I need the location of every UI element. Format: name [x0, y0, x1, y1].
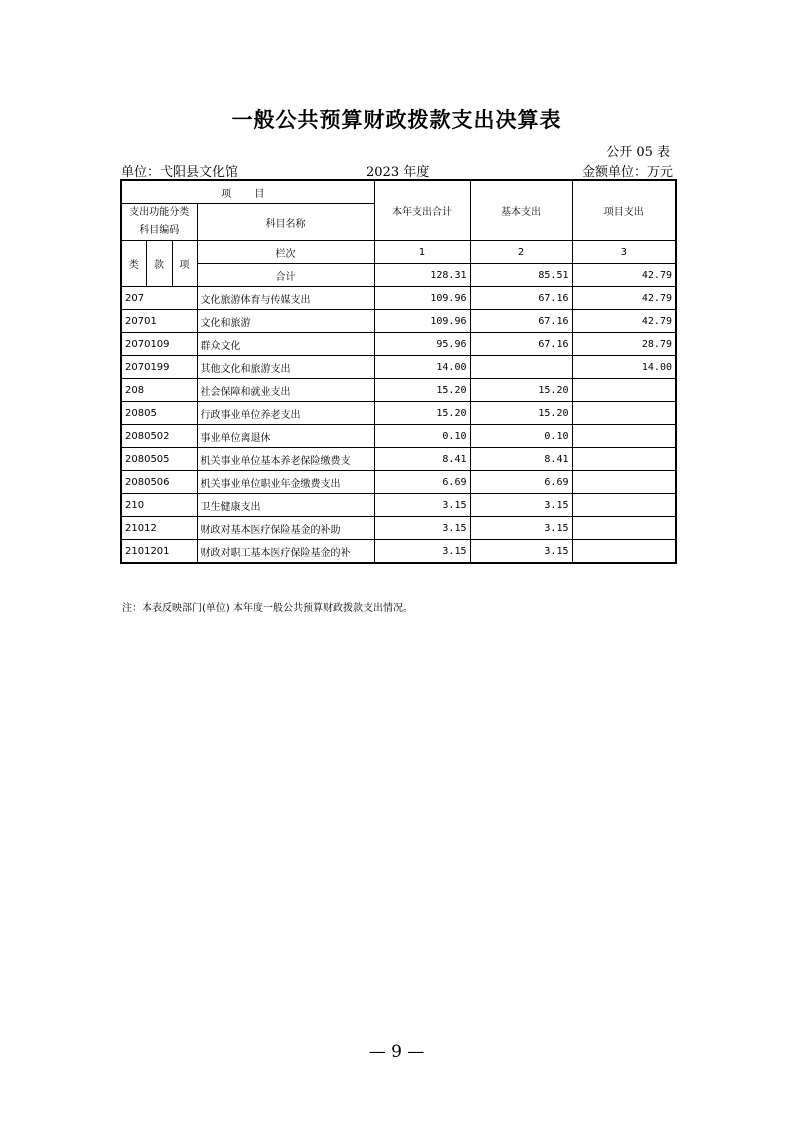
header-kuan: 款: [146, 241, 172, 287]
row-subject-name: 文化旅游体育与传媒支出: [197, 287, 374, 310]
footnote: 注：本表反映部门(单位) 本年度一般公共预算财政拨款支出情况。: [122, 603, 413, 614]
row-subject-name: 机关事业单位职业年金缴费支出: [197, 471, 374, 494]
header-func-code: 支出功能分类科目编码: [121, 204, 197, 241]
table-row: [121, 425, 676, 448]
row-project: [572, 517, 676, 540]
row-total: 15.20: [374, 402, 470, 425]
row-subject-name: 社会保障和就业支出: [197, 379, 374, 402]
row-project: [572, 425, 676, 448]
row-code: 20805: [121, 402, 197, 425]
row-total: 6.69: [374, 471, 470, 494]
row-code: 2070109: [121, 333, 197, 356]
unit-label: 单位：弋阳县文化馆: [121, 165, 239, 180]
table-row: [121, 287, 676, 310]
header-project: 项 目: [121, 180, 374, 204]
row-basic: 6.69: [470, 471, 572, 494]
row-project: [572, 540, 676, 564]
total-row: [121, 264, 676, 287]
table-row: [121, 540, 676, 564]
row-code: 208: [121, 379, 197, 402]
header-n3: 3: [572, 241, 676, 264]
row-subject-name: 行政事业单位养老支出: [197, 402, 374, 425]
row-subject-name: 财政对职工基本医疗保险基金的补: [197, 540, 374, 564]
header-row-project: [121, 180, 676, 204]
document-title: 一般公共预算财政拨款支出决算表: [231, 108, 562, 132]
header-n1: 1: [374, 241, 470, 264]
row-total: 109.96: [374, 287, 470, 310]
row-subject-name: 事业单位离退休: [197, 425, 374, 448]
form-number: 公开 05 表: [606, 145, 670, 160]
table-row: [121, 471, 676, 494]
row-basic: 67.16: [470, 287, 572, 310]
expenditure-table: [120, 179, 677, 564]
row-code: 2070199: [121, 356, 197, 379]
header-lei: 类: [121, 241, 146, 287]
row-total: 3.15: [374, 540, 470, 564]
table-row: [121, 517, 676, 540]
row-code: 207: [121, 287, 197, 310]
table-row: [121, 494, 676, 517]
row-subject-name: 群众文化: [197, 333, 374, 356]
row-basic: 15.20: [470, 402, 572, 425]
row-project: 14.00: [572, 356, 676, 379]
row-project: 28.79: [572, 333, 676, 356]
row-code: 210: [121, 494, 197, 517]
row-subject-name: 机关事业单位基本养老保险缴费支: [197, 448, 374, 471]
table-row: [121, 333, 676, 356]
row-subject-name: 其他文化和旅游支出: [197, 356, 374, 379]
row-basic: 3.15: [470, 540, 572, 564]
header-subject-name: 科目名称: [197, 204, 374, 241]
total-project: 42.79: [572, 264, 676, 287]
row-basic: 67.16: [470, 310, 572, 333]
row-project: [572, 448, 676, 471]
row-total: 3.15: [374, 517, 470, 540]
row-subject-name: 文化和旅游: [197, 310, 374, 333]
row-basic: 67.16: [470, 333, 572, 356]
row-code: 2101201: [121, 540, 197, 564]
page-number: — 9 —: [368, 1042, 425, 1062]
header-xiang: 项: [172, 241, 197, 287]
row-basic: 8.41: [470, 448, 572, 471]
row-basic: 0.10: [470, 425, 572, 448]
row-total: 109.96: [374, 310, 470, 333]
table-row: [121, 402, 676, 425]
table-row: [121, 356, 676, 379]
row-total: 3.15: [374, 494, 470, 517]
row-code: 2080505: [121, 448, 197, 471]
row-code: 20701: [121, 310, 197, 333]
header-n2: 2: [470, 241, 572, 264]
row-total: 0.10: [374, 425, 470, 448]
table-row: [121, 310, 676, 333]
row-total: 95.96: [374, 333, 470, 356]
header-lanci: 栏次: [197, 241, 374, 264]
row-total: 8.41: [374, 448, 470, 471]
row-total: 14.00: [374, 356, 470, 379]
header-total: 本年支出合计: [374, 180, 470, 241]
total-label: 合计: [197, 264, 374, 287]
row-project: 42.79: [572, 310, 676, 333]
row-code: 2080502: [121, 425, 197, 448]
row-code: 2080506: [121, 471, 197, 494]
total-amount: 128.31: [374, 264, 470, 287]
row-project: [572, 379, 676, 402]
row-subject-name: 卫生健康支出: [197, 494, 374, 517]
table-row: [121, 379, 676, 402]
row-total: 15.20: [374, 379, 470, 402]
row-project: [572, 494, 676, 517]
header-row-lanci: [121, 241, 676, 264]
row-subject-name: 财政对基本医疗保险基金的补助: [197, 517, 374, 540]
row-basic: 3.15: [470, 517, 572, 540]
money-unit-label: 金额单位：万元: [581, 165, 673, 180]
header-basic: 基本支出: [470, 180, 572, 241]
row-project: [572, 471, 676, 494]
row-basic: 15.20: [470, 379, 572, 402]
row-basic: 3.15: [470, 494, 572, 517]
row-project: [572, 402, 676, 425]
header-project-expense: 项目支出: [572, 180, 676, 241]
row-code: 21012: [121, 517, 197, 540]
year-label: 2023 年度: [366, 165, 430, 180]
table-row: [121, 448, 676, 471]
row-project: 42.79: [572, 287, 676, 310]
total-basic: 85.51: [470, 264, 572, 287]
row-basic: [470, 356, 572, 379]
